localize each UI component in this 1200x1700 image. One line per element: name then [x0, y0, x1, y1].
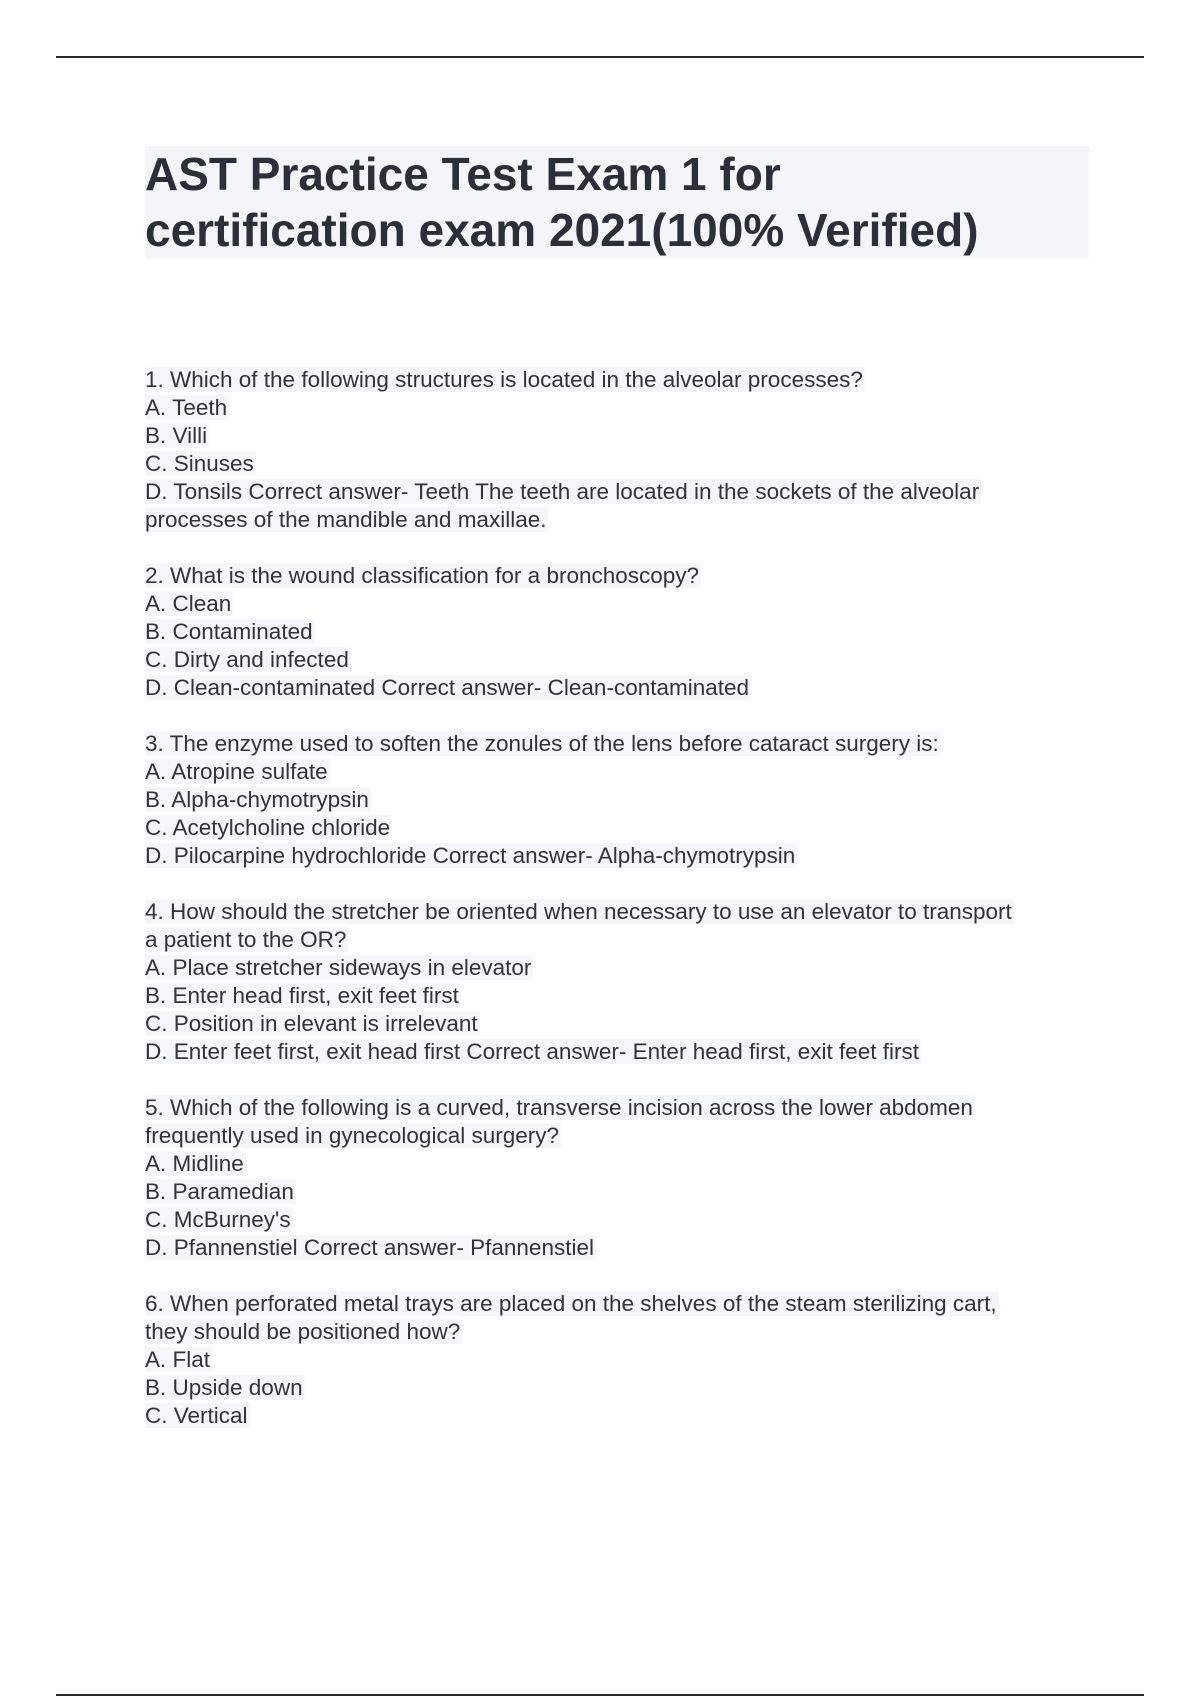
question-5-line: A. Midline — [145, 1151, 244, 1176]
question-4-line: D. Enter feet first, exit head first Correct answer- Enter head first, exit feet first — [145, 1039, 920, 1064]
question-1-line: B. Villi — [145, 423, 208, 448]
question-4-line: C. Position in elevant is irrelevant — [145, 1011, 478, 1036]
question-2-line: A. Clean — [145, 591, 232, 616]
question-5-line: frequently used in gynecological surgery? — [145, 1123, 559, 1148]
question-3-line: C. Acetylcholine chloride — [145, 815, 391, 840]
question-4-line: B. Enter head first, exit feet first — [145, 983, 459, 1008]
question-4-line: a patient to the OR? — [145, 927, 347, 952]
bottom-rule — [56, 1694, 1144, 1696]
question-3-line: A. Atropine sulfate — [145, 759, 328, 784]
question-1-line: D. Tonsils Correct answer- Teeth The teeth are located in the sockets of the alveolar — [145, 479, 980, 504]
question-2 — [145, 562, 1085, 702]
question-5-line: D. Pfannenstiel Correct answer- Pfannenstiel — [145, 1235, 594, 1260]
question-3-line: B. Alpha-chymotrypsin — [145, 787, 369, 812]
question-2-line: B. Contaminated — [145, 619, 313, 644]
question-3-line: D. Pilocarpine hydrochloride Correct answer- Alpha-chymotrypsin — [145, 843, 796, 868]
question-4-line: 4. How should the stretcher be oriented when necessary to use an elevator to transport — [145, 899, 1012, 924]
question-5 — [145, 1094, 1085, 1262]
question-5-line: C. McBurney's — [145, 1207, 291, 1232]
question-2-line: C. Dirty and infected — [145, 647, 349, 672]
question-1-line: C. Sinuses — [145, 451, 254, 476]
question-1 — [145, 366, 1085, 534]
question-list — [145, 366, 1085, 1458]
question-5-line: B. Paramedian — [145, 1179, 294, 1204]
question-6-line: A. Flat — [145, 1347, 211, 1372]
question-2-line: 2. What is the wound classification for a bronchoscopy? — [145, 563, 700, 588]
question-6 — [145, 1290, 1085, 1430]
question-1-line: A. Teeth — [145, 395, 228, 420]
question-6-line: they should be positioned how? — [145, 1319, 461, 1344]
question-3 — [145, 730, 1085, 870]
title-line-2: certification exam 2021(100% Verified) — [145, 204, 979, 256]
top-rule — [56, 56, 1144, 58]
question-3-line: 3. The enzyme used to soften the zonules of the lens before cataract surgery is: — [145, 731, 939, 756]
question-6-line: B. Upside down — [145, 1375, 303, 1400]
question-5-line: 5. Which of the following is a curved, transverse incision across the lower abdomen — [145, 1095, 973, 1120]
question-6-line: 6. When perforated metal trays are placed on the shelves of the steam sterilizing cart, — [145, 1291, 997, 1316]
question-4-line: A. Place stretcher sideways in elevator — [145, 955, 532, 980]
question-2-line: D. Clean-contaminated Correct answer- Clean-contaminated — [145, 675, 750, 700]
title-line-1: AST Practice Test Exam 1 for — [145, 148, 781, 200]
question-1-line: processes of the mandible and maxillae. — [145, 507, 547, 532]
question-6-line: C. Vertical — [145, 1403, 248, 1428]
question-4 — [145, 898, 1085, 1066]
question-1-line: 1. Which of the following structures is located in the alveolar processes? — [145, 367, 863, 392]
document-title — [145, 146, 1089, 258]
